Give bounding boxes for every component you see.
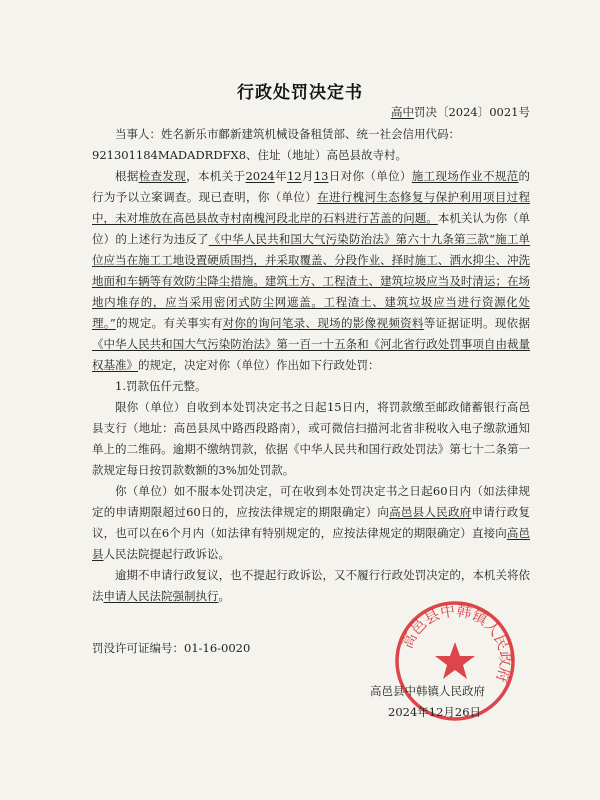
law-violated: 《中华人民共和国大气污染防治法》第六十九条第三款“施工单位应当在施工工地设置硬质围挡，并采取覆盖、分段作业、择时施工、洒水抑尘、冲洗地面和车辆等有效防尘降尘措施。建筑土方、工程渣土、建筑垃圾应当及时清运；在场地内堆存的，应当采用密闭式防尘网遮盖。工程渣土、建筑垃圾应当进行资源化处理。” <box>92 232 530 330</box>
payment-paragraph: 限你（单位）自收到本处罚决定书之日起15日内，将罚款缴至邮政储蓄银行高邑县支行（地址：高邑县凤中路西段路南），或可微信扫描河北省非税收入电子缴款通知单上的二维码。逾期不缴纳罚款，依据《中华人民共和国行政处罚法》第七十二条第一款规定每日按罚款数额的3%加处罚款。 <box>92 400 530 477</box>
case-paragraph <box>92 166 530 376</box>
issue-date: 2024年12月26日 <box>388 705 482 719</box>
party-line-2: 921301184MADADRDFX8、住址（地址）高邑县故寺村。 <box>92 148 408 162</box>
permit-number: 罚没许可证编号：01-16-0020 <box>92 641 251 655</box>
case-cause: 施工现场作业不规范 <box>411 169 519 183</box>
law-basis: 《中华人民共和国大气污染防治法》第一百一十五条和《河北省行政处罚事项自由裁量权基准》 <box>92 337 530 372</box>
party-line-1: 当事人：姓名新乐市鄜新建筑机械设备租赁部、统一社会信用代码： <box>115 127 460 141</box>
seal-star-icon <box>435 642 475 679</box>
appeal-paragraph <box>92 481 530 565</box>
case-text: 等证据证明。现依据 <box>423 316 531 330</box>
case-text: 的规定。有关事实有 <box>115 316 223 330</box>
appeal-text: 人民法院提起行政诉讼。 <box>103 547 230 561</box>
appeal-text: 你（单位）如不服本处罚决定，可在收到本处罚决定书之日起60日内（如法律规定的申请期限超过60日的，应按法律规定的期限确定）向 <box>92 484 530 519</box>
case-text: ，本机关于 <box>186 169 246 183</box>
case-text: 根据 <box>115 169 139 183</box>
court-name: 高邑县 <box>92 526 531 561</box>
enforce-action: 申请人民法院强制执行 <box>103 589 219 603</box>
case-text: 日对你（单位） <box>328 169 412 183</box>
case-text: 年 <box>274 169 287 183</box>
evidence: 对你的询问笔录、现场的影像视频资料 <box>222 316 424 330</box>
enforce-text: 逾期不申请行政复议，也不提起行政诉讼，又不履行行政处罚决定的，本机关将依法 <box>92 568 530 603</box>
case-text: 的行为予以立案调查。现已查明，你（单位） <box>92 169 531 204</box>
review-org: 高邑县人民政府 <box>389 505 472 519</box>
case-text: 的规定，决定对你（单位）作出如下行政处罚： <box>138 358 380 372</box>
document-body <box>92 124 530 607</box>
document-number-suffix: 罚决〔2024〕0021号 <box>413 105 530 119</box>
issuing-authority: 高邑县中韩镇人民政府 <box>370 684 485 698</box>
case-source: 检查发现 <box>138 169 187 183</box>
document-title: 行政处罚决定书 <box>237 83 363 103</box>
case-year: 2024 <box>245 169 275 183</box>
penalty-item: 1.罚款伍仟元整。 <box>115 379 207 393</box>
document-number-prefix: 高中 <box>390 105 414 119</box>
case-day: 13 <box>313 169 329 183</box>
case-text: 本机关认为你（单位）的上述行为违反了 <box>92 211 531 246</box>
case-text: 月 <box>301 169 314 183</box>
case-month: 12 <box>286 169 302 183</box>
seal-text: 高邑县中韩镇人民政府 <box>398 601 515 685</box>
document-number <box>391 104 530 120</box>
enforce-text: 。 <box>218 589 230 603</box>
case-facts: 在进行槐河生态修复与保护利用项目过程中，未对堆放在高邑县故寺村南槐河段北岸的石料进行苫盖的问题。 <box>92 190 531 225</box>
appeal-text: 申请行政复议，也可以在6个月内（如法律有特别规定的，应按法律规定的期限确定）直接向 <box>92 505 531 540</box>
